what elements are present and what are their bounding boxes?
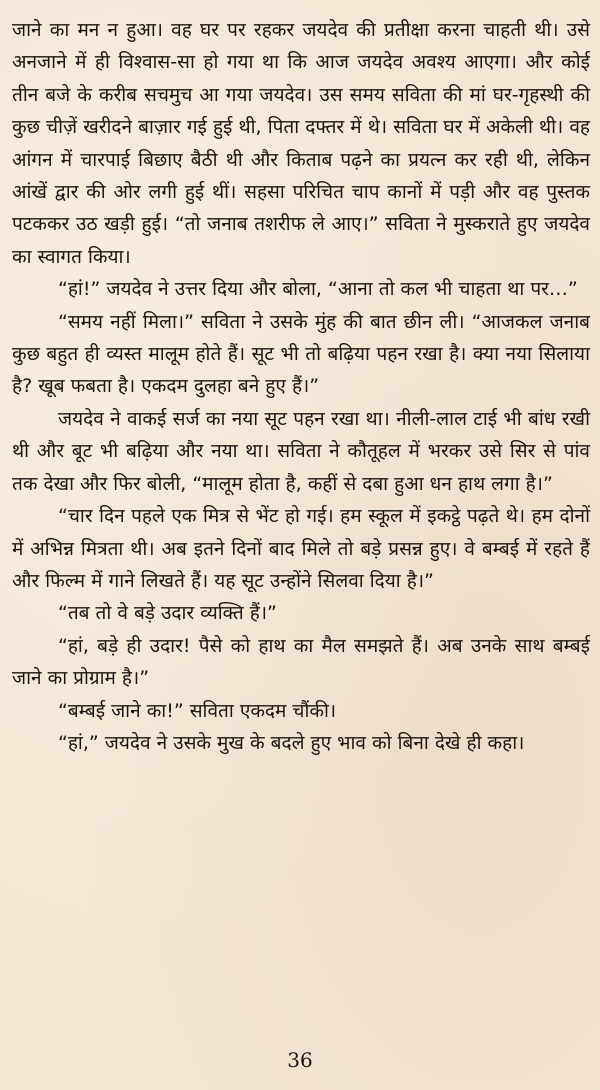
paragraph-5: “चार दिन पहले एक मित्र से भेंट हो गई। हम स्कूल में इकट्ठे पढ़ते थे। हम दोनों में अभिन्न मित्रता थी। अब इतने दिनों बाद मिले तो बड़े प्रसन्न हुए। वे बम्बई में रहते हैं और फिल्म में गाने लिखते हैं। यह सूट उन्होंने सिलवा दिया है।” [12,505,590,592]
page-number: 36 [287,1048,313,1072]
paragraph-9: “हां,” जयदेव ने उसके मुख के बदले हुए भाव को बिना देखे ही कहा। [58,731,525,754]
paragraph-1: जाने का मन न हुआ। वह घर पर रहकर जयदेव की प्रतीक्षा करना चाहती थी। उसे अनजाने में ही विश्वास-सा हो गया था कि आज जयदेव अवश्य आएगा। और कोई तीन बजे के करीब सचमुच आ गया जयदेव। उस समय सविता की मां घर-गृहस्थी की कुछ चीज़ें खरीदने बाज़ार गई हुई थी, पिता दफ्तर में थे। सविता घर में अकेली थी। वह आंगन में चारपाई बिछाए बैठी थी और किताब पढ़ने का प्रयत्न कर रही थी, लेकिन आंखें द्वार की ओर लगी हुई थीं। सहसा परिचित चाप कानों में पड़ी और वह पुस्तक पटककर उठ खड़ी हुई। “तो जनाब तशरीफ ले आए।” सविता ने मुस्कराते हुए जयदेव का स्वागत किया। [12,19,590,268]
paragraph-8: “बम्बई जाने का!” सविता एकदम चौंकी। [58,699,337,722]
paragraph-7: “हां, बड़े ही उदार! पैसे को हाथ का मैल समझते हैं। अब उनके साथ बम्बई जाने का प्रोग्राम है।” [12,634,590,690]
paragraph-6: “तब तो वे बड़े उदार व्यक्ति हैं।” [58,602,277,625]
paragraph-3: “समय नहीं मिला।” सविता ने उसके मुंह की बात छीन ली। “आजकल जनाब कुछ बहुत ही व्यस्त मालूम होते हैं। सूट भी तो बढ़िया पहन रखा है। क्या नया सिलाया है? खूब फबता है। एकदम दुलहा बने हुए हैं।” [12,310,590,398]
body-text [12,14,590,759]
paragraph-2: “हां!” जयदेव ने उत्तर दिया और बोला, “आना तो कल भी चाहता था पर…” [58,278,578,301]
paragraph-4: जयदेव ने वाकई सर्ज का नया सूट पहन रखा था। नीली-लाल टाई भी बांध रखी थी और बूट भी बढ़िया और नया था। सविता ने कौतूहल में भरकर उसे सिर से पांव तक देखा और फिर बोली, “मालूम होता है, कहीं से दबा हुआ धन हाथ लगा है।” [12,407,590,495]
